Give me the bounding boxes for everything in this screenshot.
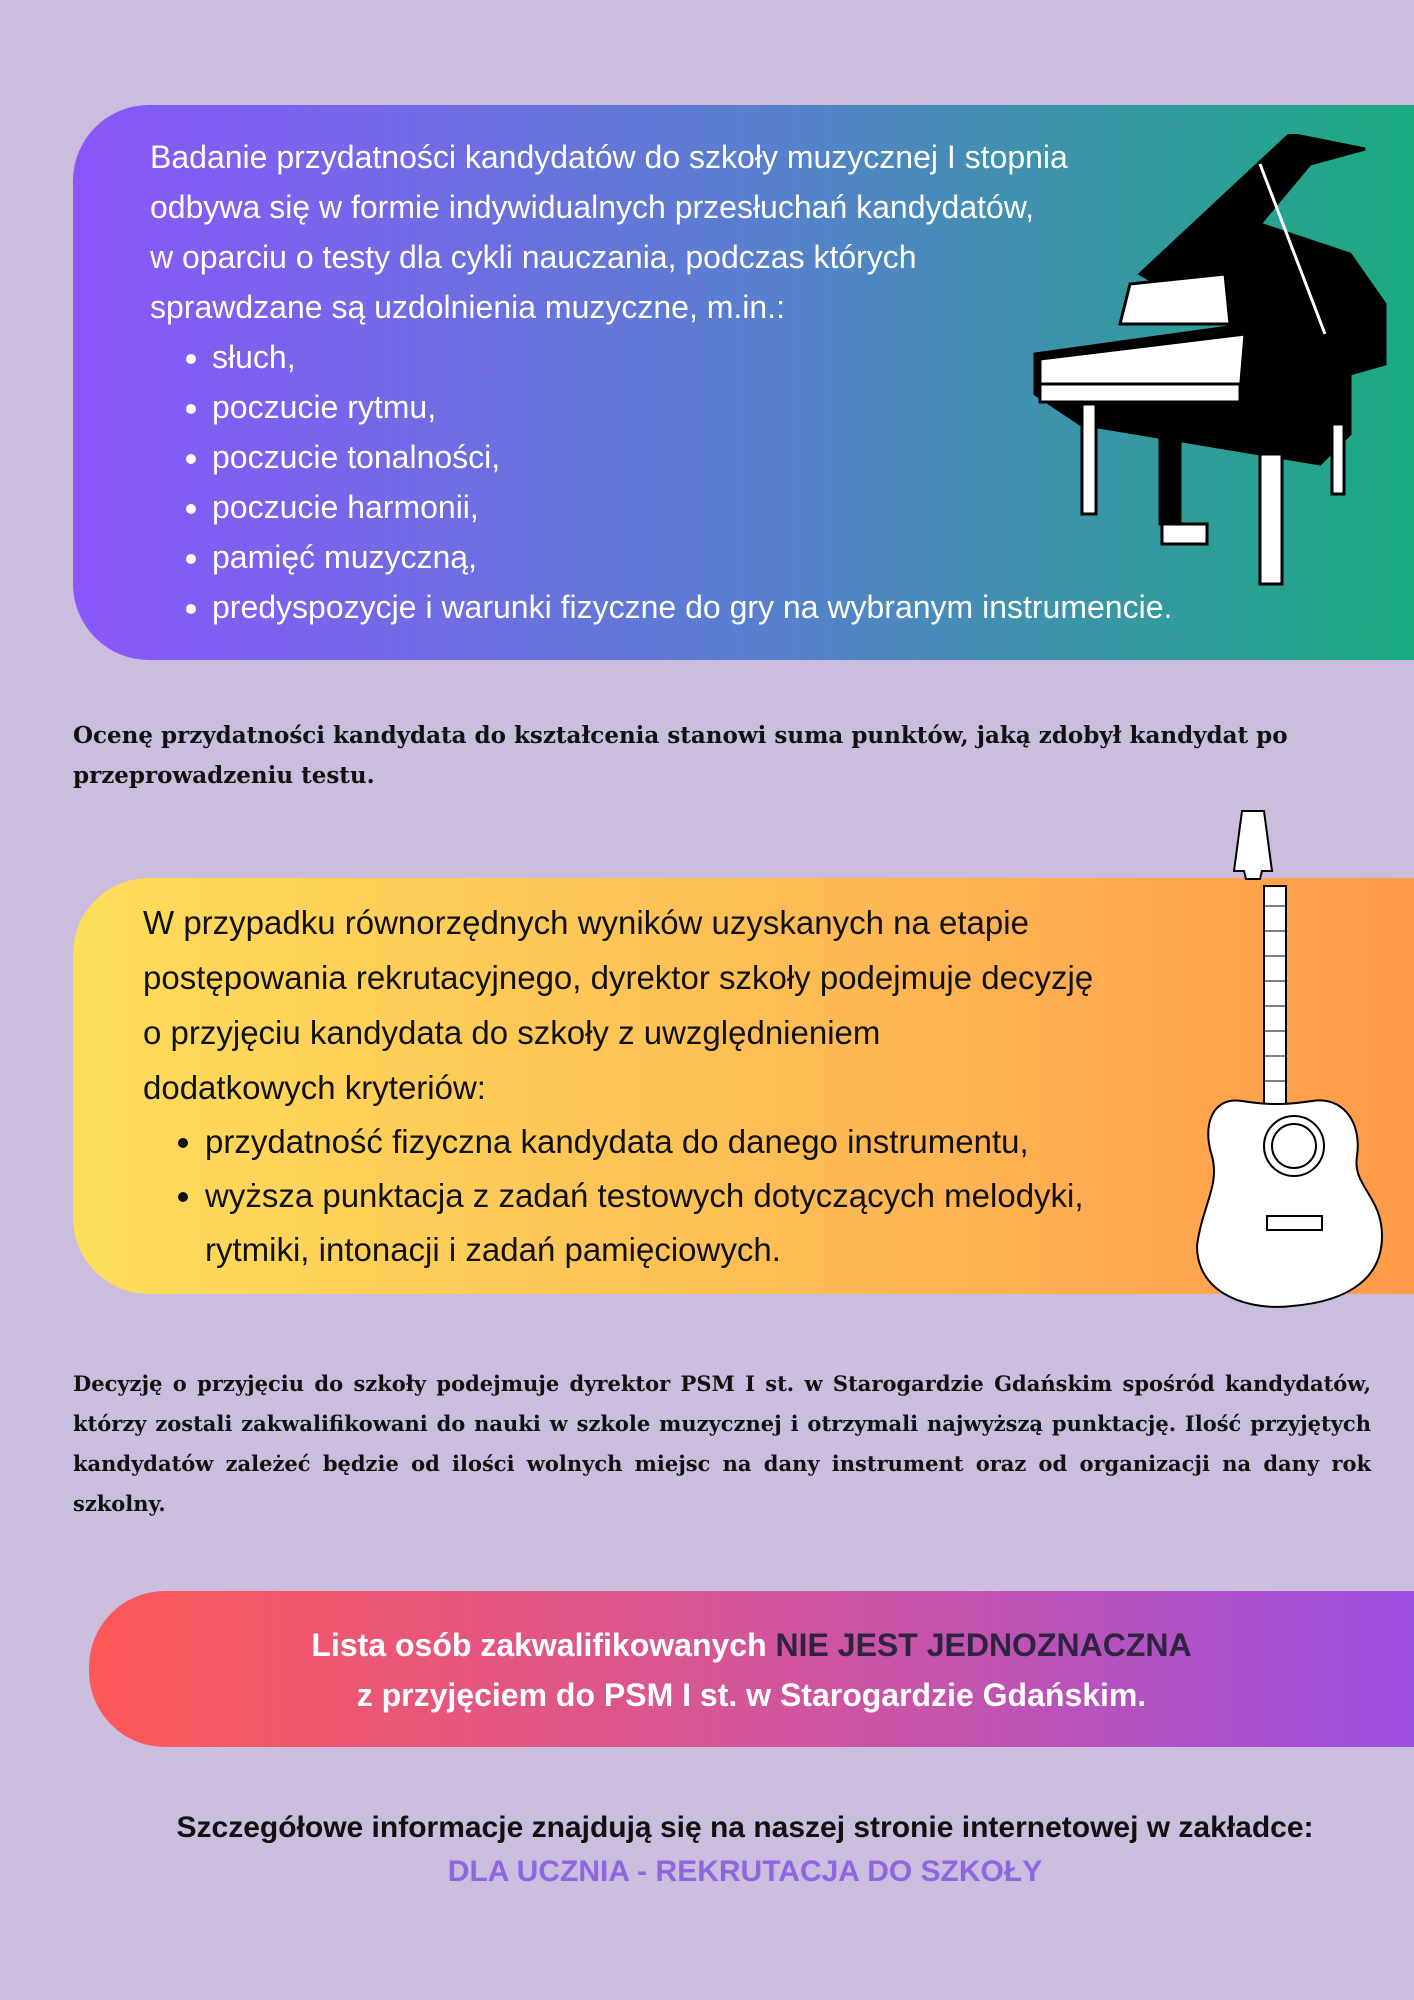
tiebreak-line: postępowania rekrutacyjnego, dyrektor szkoły podejmuje decyzję xyxy=(143,959,1094,996)
notice-text xyxy=(89,1620,1414,1720)
intro-line: sprawdzane są uzdolnienia muzyczne, m.in.: xyxy=(150,289,785,325)
intro-line: Badanie przydatności kandydatów do szkoły muzycznej I stopnia xyxy=(150,139,1068,175)
list-item: • pamięć muzyczną, xyxy=(212,532,1250,582)
tiebreak-line: o przyjęciu kandydata do szkoły z uwzględnieniem xyxy=(143,1014,881,1051)
grand-piano-icon xyxy=(1020,134,1390,594)
list-item: • poczucie harmonii, xyxy=(212,482,1250,532)
criteria-list xyxy=(143,1115,1223,1277)
decision-text: Decyzję o przyjęciu do szkoły podejmuje dyrektor PSM I st. w Starogardzie Gdańskim spośród kandydatów, którzy zostali zakwalifikowani do nauki w szkole muzycznej i otrzymali najwyższą punktację. Ilość przyjętych kandydatów zależeć będzie od ilości wolnych miejsc na dany instrument oraz od organizacji na dany rok szkolny. xyxy=(73,1371,1371,1516)
info-section xyxy=(80,1806,1410,1894)
notice-part: Lista osób zakwalifikowanych xyxy=(311,1627,776,1663)
list-item: • słuch, xyxy=(212,332,1250,382)
recruitment-link[interactable]: DLA UCZNIA - REKRUTACJA DO SZKOŁY xyxy=(447,1855,1043,1888)
list-item: • przydatność fizyczna kandydata do danego instrumentu, xyxy=(205,1115,1223,1169)
notice-emphasis: NIE JEST JEDNOZNACZNA xyxy=(775,1627,1192,1663)
list-item: • poczucie tonalności, xyxy=(212,432,1250,482)
list-item: • wyższa punktacja z zadań testowych dotyczących melodyki, rytmiki, intonacji i zadań pamięciowych. xyxy=(205,1169,1185,1277)
tiebreak-line: W przypadku równorzędnych wyników uzyskanych na etapie xyxy=(143,904,1029,941)
acoustic-guitar-icon xyxy=(1192,806,1384,1311)
notice-part: z przyjęciem do PSM I st. w Starogardzie Gdańskim. xyxy=(356,1677,1147,1713)
list-item: • poczucie rytmu, xyxy=(212,382,1250,432)
list-item: • predyspozycje i warunki fizyczne do gry na wybranym instrumencie. xyxy=(212,582,1250,632)
assessment-text: Ocenę przydatności kandydata do kształcenia stanowi suma punktów, jaką zdobył kandydat po przeprowadzeniu testu. xyxy=(73,722,1288,789)
info-text: Szczegółowe informacje znajdują się na naszej stronie internetowej w zakładce: xyxy=(176,1811,1314,1844)
tiebreak-line: dodatkowych kryteriów: xyxy=(143,1069,486,1106)
tiebreak-text xyxy=(143,895,1223,1277)
intro-line: w oparciu o testy dla cykli nauczania, podczas których xyxy=(150,239,917,275)
intro-line: odbywa się w formie indywidualnych przesłuchań kandydatów, xyxy=(150,189,1035,225)
